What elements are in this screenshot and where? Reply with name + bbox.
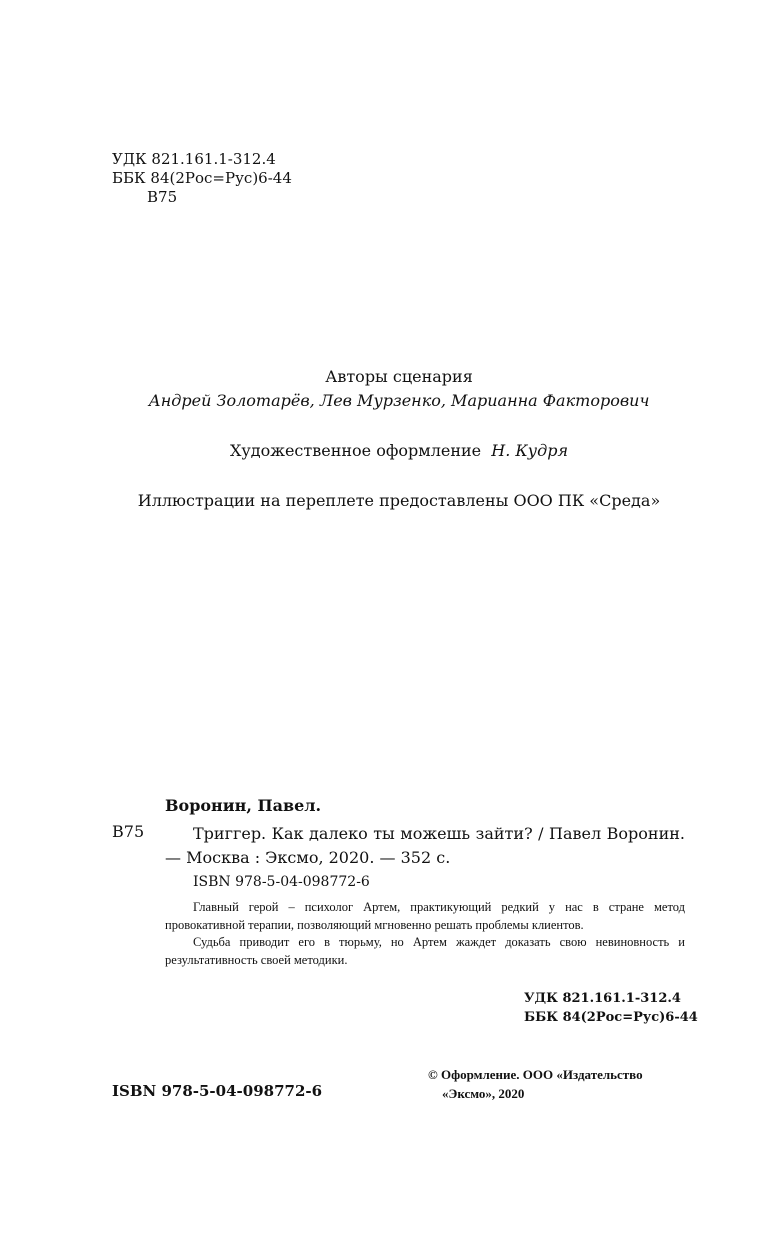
annotation-paragraph: Главный герой – психолог Артем, практикующий редкий у нас в стране метод провокативной терапии, позволяющий мгновенно решать проблемы клиентов. (165, 900, 685, 932)
udk-code: УДК 821.161.1-312.4 (112, 150, 276, 168)
catalog-bbk: ББК 84(2Рос=Рус)6-44 (524, 1010, 698, 1025)
design-label: Художественное оформление (229, 441, 482, 460)
catalog-udk: УДК 821.161.1-312.4 (524, 991, 681, 1006)
classification-block (112, 150, 292, 207)
catalog-classification (524, 989, 698, 1027)
screenplay-label: Авторы сценария (325, 367, 473, 386)
catalog-author-mark: В75 (112, 822, 145, 841)
author-mark: В75 (147, 188, 178, 206)
design-credit (0, 441, 768, 460)
catalog-description: Триггер. Как далеко ты можешь зайти? / Павел Воронин. — Москва : Эксмо, 2020. — 352 с. (165, 824, 685, 867)
copyright-line-1: © Оформление. ООО «Издательство (428, 1067, 643, 1082)
catalog-isbn: ISBN 978-5-04-098772-6 (193, 874, 370, 890)
catalog-author-heading: Воронин, Павел. (165, 796, 322, 815)
bbk-code: ББК 84(2Рос=Рус)6-44 (112, 169, 292, 187)
isbn-main: ISBN 978-5-04-098772-6 (112, 1082, 323, 1100)
copyright-notice (428, 1065, 688, 1103)
annotation-paragraph: Судьба приводит его в тюрьму, но Артем жаждет доказать свою невиновность и результативность своей методики. (165, 935, 685, 967)
illustrations-credit: Иллюстрации на переплете предоставлены ООО ПК «Среда» (137, 491, 661, 510)
design-name: Н. Кудря (491, 441, 569, 460)
catalog-annotation (165, 899, 685, 969)
screenplay-authors: Андрей Золотарёв, Лев Мурзенко, Марианна Факторович (148, 391, 650, 410)
copyright-line-2: «Эксмо», 2020 (442, 1086, 525, 1101)
